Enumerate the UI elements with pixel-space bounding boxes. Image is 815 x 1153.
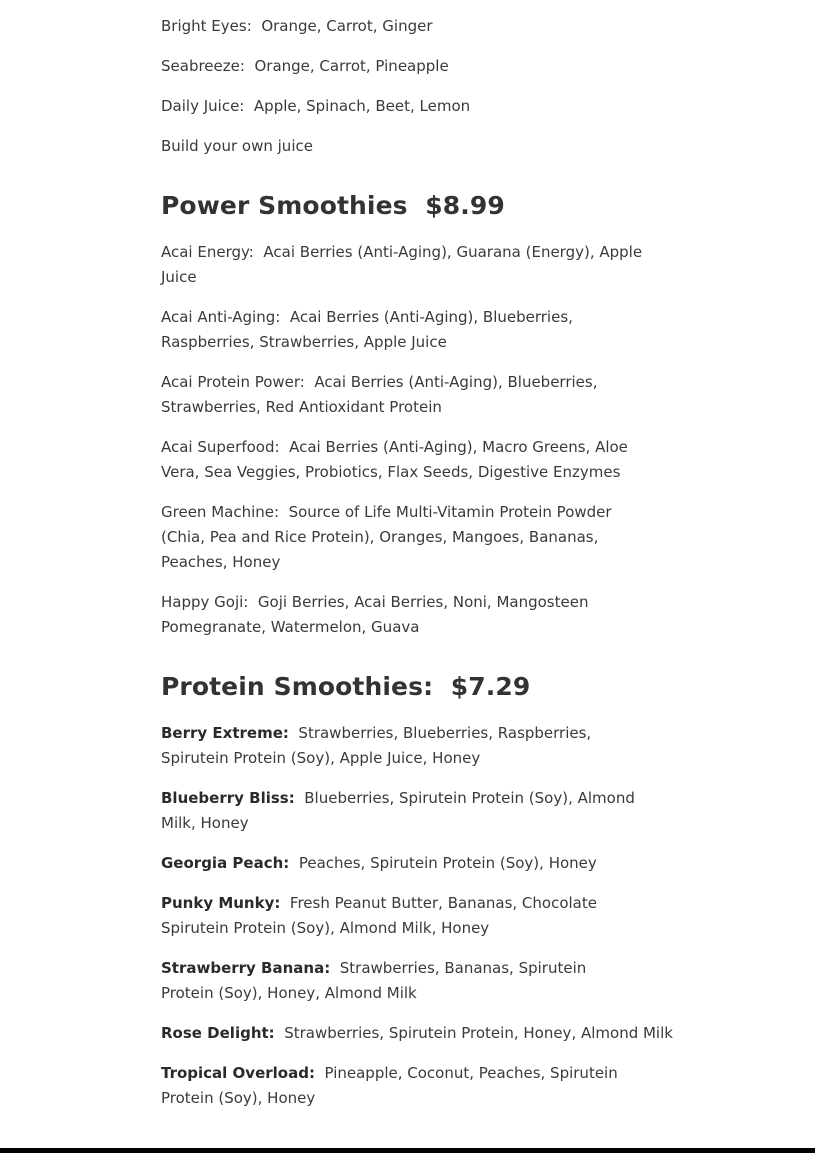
smoothie-ingredients: Acai Berries (Anti-Aging), Macro Greens, Aloe Vera, Sea Veggies, Probiotics, Flax Seeds, Digestive Enzymes [161, 438, 628, 481]
power-item-happy-goji [161, 590, 631, 640]
juice-ingredients: Orange, Carrot, Pineapple [254, 57, 449, 75]
smoothie-ingredients: Strawberries, Spirutein Protein, Honey, Almond Milk [284, 1024, 673, 1042]
juice-item-build-your-own [161, 134, 661, 159]
smoothie-ingredients: Blueberries, Spirutein Protein (Soy), Almond Milk, Honey [161, 789, 635, 832]
juice-name: Build your own juice [161, 137, 313, 155]
smoothie-name: Acai Energy: [161, 243, 254, 261]
smoothie-ingredients: Source of Life Multi-Vitamin Protein Powder (Chia, Pea and Rice Protein), Oranges, Mangoes, Bananas, Peaches, Honey [161, 503, 612, 571]
power-item-acai-protein-power [161, 370, 651, 420]
smoothie-name: Acai Anti-Aging: [161, 308, 281, 326]
protein-item-rose-delight [161, 1021, 673, 1046]
footer-bar [0, 1148, 815, 1153]
smoothie-name: Tropical Overload: [161, 1064, 315, 1082]
smoothie-name: Georgia Peach: [161, 854, 290, 872]
protein-item-tropical-overload [161, 1061, 661, 1111]
power-item-acai-superfood [161, 435, 651, 485]
smoothie-name: Punky Munky: [161, 894, 281, 912]
smoothie-name: Acai Superfood: [161, 438, 280, 456]
protein-smoothies-heading: Protein Smoothies: $7.29 [161, 672, 531, 701]
power-item-green-machine [161, 500, 631, 575]
juice-item-bright-eyes [161, 14, 661, 39]
smoothie-ingredients: Acai Berries (Anti-Aging), Blueberries, Raspberries, Strawberries, Apple Juice [161, 308, 573, 351]
smoothie-ingredients: Strawberries, Blueberries, Raspberries, Spirutein Protein (Soy), Apple Juice, Honey [161, 724, 592, 767]
juice-item-daily-juice [161, 94, 661, 119]
smoothie-name: Blueberry Bliss: [161, 789, 295, 807]
power-item-acai-energy [161, 240, 651, 290]
smoothie-name: Rose Delight: [161, 1024, 275, 1042]
smoothie-name: Berry Extreme: [161, 724, 289, 742]
protein-item-georgia-peach [161, 851, 656, 876]
juice-ingredients: Orange, Carrot, Ginger [261, 17, 433, 35]
smoothie-name: Green Machine: [161, 503, 280, 521]
smoothie-name: Strawberry Banana: [161, 959, 331, 977]
protein-item-strawberry-banana [161, 956, 631, 1006]
smoothie-ingredients: Acai Berries (Anti-Aging), Blueberries, Strawberries, Red Antioxidant Protein [161, 373, 598, 416]
power-item-acai-anti-aging [161, 305, 651, 355]
protein-item-blueberry-bliss [161, 786, 656, 836]
juice-ingredients: Apple, Spinach, Beet, Lemon [253, 97, 471, 115]
juice-name: Daily Juice: [161, 97, 245, 115]
smoothie-ingredients: Peaches, Spirutein Protein (Soy), Honey [298, 854, 597, 872]
smoothie-name: Acai Protein Power: [161, 373, 305, 391]
smoothie-ingredients: Strawberries, Bananas, Spirutein Protein (Soy), Honey, Almond Milk [161, 959, 587, 1002]
protein-item-berry-extreme [161, 721, 656, 771]
smoothie-ingredients: Goji Berries, Acai Berries, Noni, Mangosteen Pomegranate, Watermelon, Guava [161, 593, 589, 636]
power-smoothies-heading: Power Smoothies $8.99 [161, 191, 505, 220]
smoothie-ingredients: Pineapple, Coconut, Peaches, Spirutein Protein (Soy), Honey [161, 1064, 618, 1107]
smoothie-ingredients: Acai Berries (Anti-Aging), Guarana (Energy), Apple Juice [161, 243, 643, 286]
juice-item-seabreeze [161, 54, 661, 79]
juice-name: Bright Eyes: [161, 17, 252, 35]
protein-item-punky-munky [161, 891, 656, 941]
juice-name: Seabreeze: [161, 57, 245, 75]
smoothie-ingredients: Fresh Peanut Butter, Bananas, Chocolate Spirutein Protein (Soy), Almond Milk, Honey [161, 894, 597, 937]
smoothie-name: Happy Goji: [161, 593, 249, 611]
